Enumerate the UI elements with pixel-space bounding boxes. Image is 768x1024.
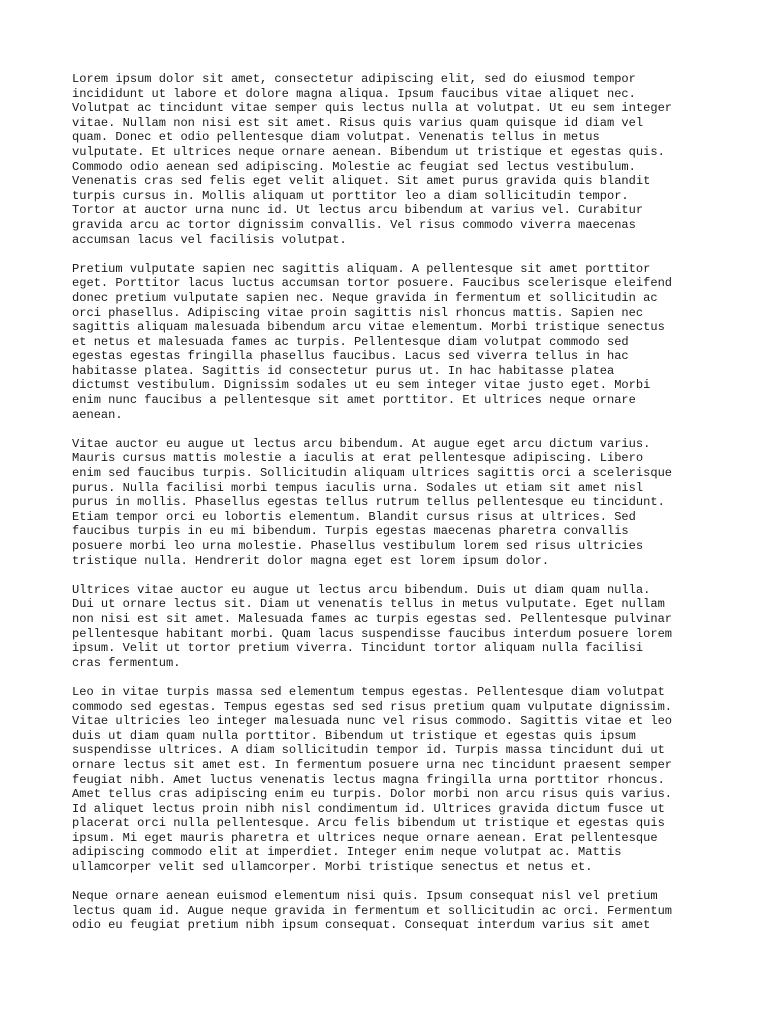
text-line: ornare lectus sit amet est. In fermentum posuere urna nec tincidunt praesent semper — [72, 757, 673, 772]
text-line: et netus et malesuada fames ac turpis. Pellentesque diam volutpat commodo sed — [72, 334, 629, 349]
text-line: Tortor at auctor urna nunc id. Ut lectus arcu bibendum at varius vel. Curabitur — [72, 203, 644, 218]
text-line: feugiat nibh. Amet luctus venenatis lectus magna fringilla urna porttitor rhoncus. — [72, 772, 665, 787]
text-line: eget. Porttitor lacus luctus accumsan tortor posuere. Faucibus scelerisque eleifend — [72, 276, 673, 291]
text-line: accumsan lacus vel facilisis volutpat. — [72, 232, 347, 247]
text-line: Commodo odio aenean sed adipiscing. Molestie ac feugiat sed lectus vestibulum. — [72, 159, 636, 174]
text-line: egestas egestas fringilla phasellus faucibus. Lacus sed viverra tellus in hac — [72, 349, 629, 364]
text-line: faucibus turpis in eu mi bibendum. Turpis egestas maecenas pharetra convallis — [72, 524, 629, 539]
text-line: Neque ornare aenean euismod elementum nisi quis. Ipsum consequat nisl vel pretium — [72, 889, 658, 904]
text-line: Dui ut ornare lectus sit. Diam ut venenatis tellus in metus vulputate. Eget nullam — [72, 597, 665, 612]
paragraph — [72, 685, 712, 875]
text-line: Etiam tempor orci eu lobortis elementum. Blandit cursus risus at ultrices. Sed — [72, 509, 636, 524]
text-line: Pretium vulputate sapien nec sagittis aliquam. A pellentesque sit amet porttitor — [72, 261, 651, 276]
paragraph — [72, 437, 712, 568]
text-line: incididunt ut labore et dolore magna aliqua. Ipsum faucibus vitae aliquet nec. — [72, 86, 636, 101]
text-line: purus. Nulla facilisi morbi tempus iaculis urna. Sodales ut etiam sit amet nisl — [72, 480, 644, 495]
text-line: lectus quam id. Augue neque gravida in fermentum et sollicitudin ac orci. Fermentum — [72, 903, 673, 918]
text-line: placerat orci nulla pellentesque. Arcu felis bibendum ut tristique et egestas quis — [72, 816, 665, 831]
text-line: Mauris cursus mattis molestie a iaculis at erat pellentesque adipiscing. Libero — [72, 451, 644, 466]
text-line: sagittis aliquam malesuada bibendum arcu vitae elementum. Morbi tristique senectus — [72, 320, 665, 335]
text-line: dictumst vestibulum. Dignissim sodales ut eu sem integer vitae justo eget. Morbi — [72, 378, 651, 393]
text-line: ipsum. Velit ut tortor pretium viverra. Tincidunt tortor aliquam nulla facilisi — [72, 641, 644, 656]
text-line: Leo in vitae turpis massa sed elementum tempus egestas. Pellentesque diam volutpat — [72, 684, 665, 699]
text-line: suspendisse ultrices. A diam sollicitudin tempor id. Turpis massa tincidunt dui ut — [72, 743, 665, 758]
text-line: donec pretium vulputate sapien nec. Neque gravida in fermentum et sollicitudin ac — [72, 290, 658, 305]
text-line: aenean. — [72, 407, 123, 422]
text-line: Volutpat ac tincidunt vitae semper quis lectus nulla at volutpat. Ut eu sem integer — [72, 101, 673, 116]
text-line: turpis cursus in. Mollis aliquam ut porttitor leo a diam sollicitudin tempor. — [72, 188, 629, 203]
text-line: odio eu feugiat pretium nibh ipsum consequat. Consequat interdum varius sit amet — [72, 918, 651, 933]
text-line: quam. Donec et odio pellentesque diam volutpat. Venenatis tellus in metus — [72, 130, 600, 145]
text-line: Id aliquet lectus proin nibh nisl condimentum id. Ultrices gravida dictum fusce ut — [72, 801, 665, 816]
paragraph — [72, 889, 712, 933]
text-line: commodo sed egestas. Tempus egestas sed sed risus pretium quam vulputate dignissim. — [72, 699, 673, 714]
document-page — [72, 72, 712, 948]
text-line: pellentesque habitant morbi. Quam lacus suspendisse faucibus interdum posuere lorem — [72, 626, 673, 641]
text-line: duis ut diam quam nulla porttitor. Bibendum ut tristique et egestas quis ipsum — [72, 728, 636, 743]
text-line: habitasse platea. Sagittis id consectetur purus ut. In hac habitasse platea — [72, 363, 615, 378]
text-line: Vitae auctor eu augue ut lectus arcu bibendum. At augue eget arcu dictum varius. — [72, 436, 651, 451]
text-line: ullamcorper velit sed ullamcorper. Morbi tristique senectus et netus et. — [72, 860, 593, 875]
text-line: Vitae ultricies leo integer malesuada nunc vel risus commodo. Sagittis vitae et leo — [72, 714, 673, 729]
text-line: ipsum. Mi eget mauris pharetra et ultrices neque ornare aenean. Erat pellentesque — [72, 830, 658, 845]
paragraph — [72, 583, 712, 671]
text-line: gravida arcu ac tortor dignissim convallis. Vel risus commodo viverra maecenas — [72, 217, 636, 232]
text-line: Amet tellus cras adipiscing enim eu turpis. Dolor morbi non arcu risus quis varius. — [72, 787, 673, 802]
text-line: Venenatis cras sed felis eget velit aliquet. Sit amet purus gravida quis blandit — [72, 174, 651, 189]
text-line: non nisi est sit amet. Malesuada fames ac turpis egestas sed. Pellentesque pulvinar — [72, 611, 673, 626]
text-line: orci phasellus. Adipiscing vitae proin sagittis nisl rhoncus mattis. Sapien nec — [72, 305, 644, 320]
paragraph — [72, 72, 712, 247]
text-line: vulputate. Et ultrices neque ornare aenean. Bibendum ut tristique et egestas quis. — [72, 144, 665, 159]
text-line: purus in mollis. Phasellus egestas tellus rutrum tellus pellentesque eu tincidunt. — [72, 495, 665, 510]
text-line: Lorem ipsum dolor sit amet, consectetur adipiscing elit, sed do eiusmod tempor — [72, 72, 636, 86]
text-line: tristique nulla. Hendrerit dolor magna eget est lorem ipsum dolor. — [72, 553, 550, 568]
text-line: enim nunc faucibus a pellentesque sit amet porttitor. Et ultrices neque ornare — [72, 393, 636, 408]
text-line: adipiscing commodo elit at imperdiet. Integer enim neque volutpat ac. Mattis — [72, 845, 622, 860]
paragraph — [72, 262, 712, 423]
text-line: posuere morbi leo urna molestie. Phasellus vestibulum lorem sed risus ultricies — [72, 539, 644, 553]
text-line: vitae. Nullam non nisi est sit amet. Risus quis varius quam quisque id diam vel — [72, 115, 644, 130]
text-line: enim sed faucibus turpis. Sollicitudin aliquam ultrices sagittis orci a scelerisque — [72, 466, 673, 481]
text-line: Ultrices vitae auctor eu augue ut lectus arcu bibendum. Duis ut diam quam nulla. — [72, 582, 651, 597]
text-line: cras fermentum. — [72, 655, 181, 670]
